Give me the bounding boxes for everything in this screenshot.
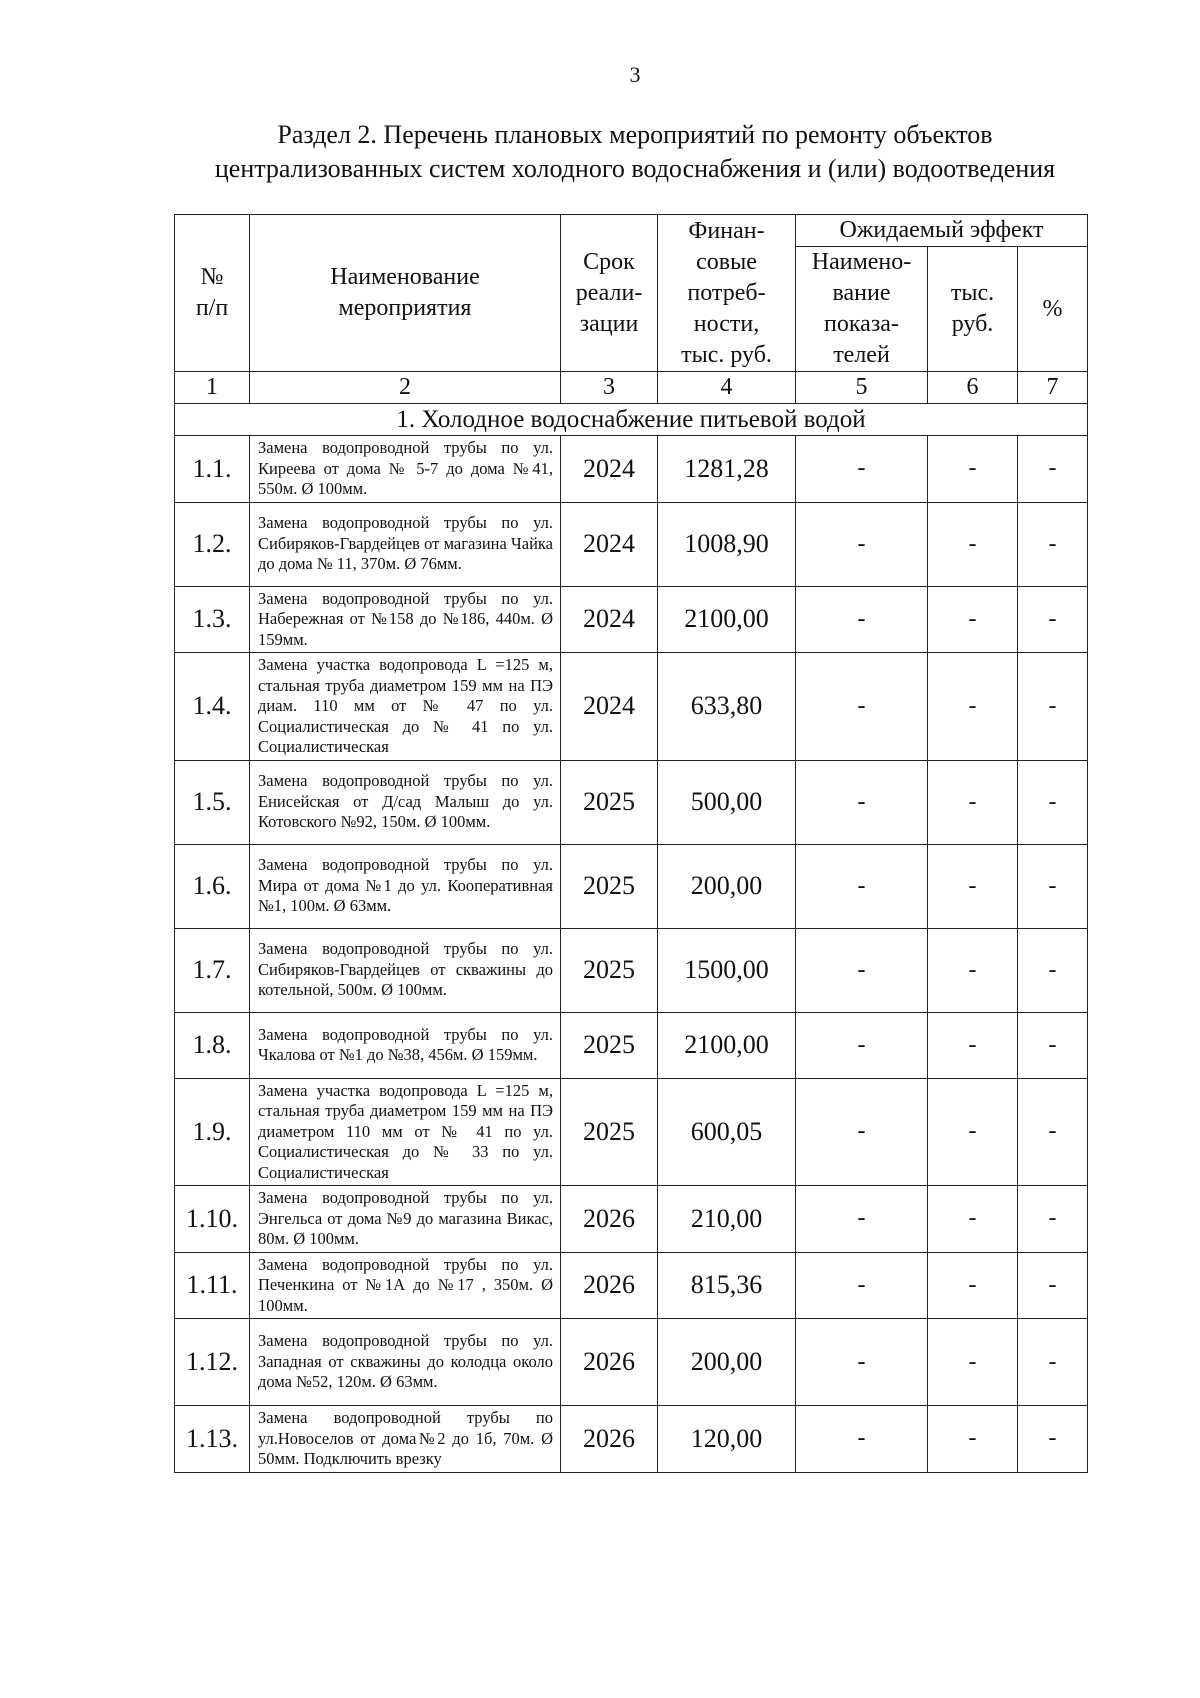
row-thousand-rub: - — [928, 1012, 1018, 1078]
row-finance: 1008,90 — [658, 502, 796, 586]
row-finance: 120,00 — [658, 1406, 796, 1473]
header-thousand-rub: тыс. руб. — [928, 247, 1018, 372]
column-number: 6 — [928, 372, 1018, 404]
row-event-name: Замена водопроводной трубы по ул. Мира от дома №1 до ул. Кооперативная №1, 100м. Ø 63мм. — [250, 844, 561, 928]
column-number: 2 — [250, 372, 561, 404]
row-percent: - — [1018, 1406, 1088, 1473]
row-percent: - — [1018, 928, 1088, 1012]
row-term: 2025 — [561, 1012, 658, 1078]
row-percent: - — [1018, 1252, 1088, 1319]
title-line-1: Раздел 2. Перечень плановых мероприятий по ремонту объектов — [277, 120, 993, 149]
row-thousand-rub: - — [928, 436, 1018, 503]
table-row — [175, 1406, 1088, 1473]
row-percent: - — [1018, 436, 1088, 503]
row-thousand-rub: - — [928, 1186, 1018, 1253]
row-number: 1.13. — [175, 1406, 250, 1473]
table-row — [175, 844, 1088, 928]
row-number: 1.2. — [175, 502, 250, 586]
row-thousand-rub: - — [928, 1406, 1018, 1473]
row-term: 2026 — [561, 1406, 658, 1473]
row-percent: - — [1018, 586, 1088, 653]
row-event-name: Замена водопроводной трубы по ул. Киреева от дома № 5-7 до дома №41, 550м. Ø 100мм. — [250, 436, 561, 503]
row-thousand-rub: - — [928, 1319, 1018, 1406]
column-number: 7 — [1018, 372, 1088, 404]
page-number: 3 — [629, 62, 641, 87]
table-row — [175, 928, 1088, 1012]
section-header-row — [175, 404, 1088, 436]
row-indicator: - — [796, 1078, 928, 1186]
row-percent: - — [1018, 760, 1088, 844]
row-term: 2026 — [561, 1186, 658, 1253]
row-indicator: - — [796, 1186, 928, 1253]
row-event-name: Замена участка водопровода L =125 м, стальная труба диаметром 159 мм на ПЭ диам. 110 мм от № 47 по ул. Социалистическая до № 41 по ул. Социалистическая — [250, 653, 561, 761]
row-term: 2025 — [561, 760, 658, 844]
row-indicator: - — [796, 653, 928, 761]
table-row — [175, 653, 1088, 761]
column-number-row — [175, 372, 1088, 404]
column-number: 5 — [796, 372, 928, 404]
table-row — [175, 760, 1088, 844]
row-number: 1.8. — [175, 1012, 250, 1078]
row-indicator: - — [796, 760, 928, 844]
row-number: 1.11. — [175, 1252, 250, 1319]
row-percent: - — [1018, 1319, 1088, 1406]
row-event-name: Замена участка водопровода L =125 м, стальная труба диаметром 159 мм на ПЭ диаметром 110 мм от № 41 по ул. Социалистическая до № 33 по ул. Социалистическая — [250, 1078, 561, 1186]
row-finance: 200,00 — [658, 1319, 796, 1406]
row-term: 2024 — [561, 502, 658, 586]
row-number: 1.12. — [175, 1319, 250, 1406]
row-event-name: Замена водопроводной трубы по ул. Набережная от №158 до №186, 440м. Ø 159мм. — [250, 586, 561, 653]
row-thousand-rub: - — [928, 1252, 1018, 1319]
row-event-name: Замена водопроводной трубы по ул. Энгельса от дома №9 до магазина Викас, 80м. Ø 100мм. — [250, 1186, 561, 1253]
row-percent: - — [1018, 653, 1088, 761]
row-thousand-rub: - — [928, 928, 1018, 1012]
row-thousand-rub: - — [928, 502, 1018, 586]
row-thousand-rub: - — [928, 844, 1018, 928]
row-term: 2025 — [561, 928, 658, 1012]
row-term: 2024 — [561, 653, 658, 761]
row-term: 2025 — [561, 844, 658, 928]
row-event-name: Замена водопроводной трубы по ул. Чкалова от №1 до №38, 456м. Ø 159мм. — [250, 1012, 561, 1078]
table-row — [175, 1186, 1088, 1253]
row-event-name: Замена водопроводной трубы по ул. Сибиряков-Гвардейцев от скважины до котельной, 500м. Ø 100мм. — [250, 928, 561, 1012]
row-term: 2024 — [561, 586, 658, 653]
row-finance: 600,05 — [658, 1078, 796, 1186]
row-indicator: - — [796, 502, 928, 586]
row-indicator: - — [796, 1012, 928, 1078]
row-percent: - — [1018, 502, 1088, 586]
row-indicator: - — [796, 586, 928, 653]
row-finance: 500,00 — [658, 760, 796, 844]
header-indicator: Наимено- вание показа- телей — [796, 247, 928, 372]
column-number: 3 — [561, 372, 658, 404]
row-term: 2026 — [561, 1319, 658, 1406]
row-indicator: - — [796, 1319, 928, 1406]
row-term: 2024 — [561, 436, 658, 503]
table-row — [175, 1012, 1088, 1078]
table-row — [175, 1252, 1088, 1319]
row-number: 1.4. — [175, 653, 250, 761]
row-event-name: Замена водопроводной трубы по ул. Енисейская от Д/сад Малыш до ул. Котовского №92, 150м. Ø 100мм. — [250, 760, 561, 844]
row-finance: 2100,00 — [658, 586, 796, 653]
row-event-name: Замена водопроводной трубы по ул. Сибиряков-Гвардейцев от магазина Чайка до дома № 11, 370м. Ø 76мм. — [250, 502, 561, 586]
row-number: 1.3. — [175, 586, 250, 653]
title-line-2: централизованных систем холодного водоснабжения и (или) водоотведения — [214, 154, 1056, 183]
row-indicator: - — [796, 1252, 928, 1319]
row-event-name: Замена водопроводной трубы по ул. Печенкина от №1А до №17 , 350м. Ø 100мм. — [250, 1252, 561, 1319]
header-name: Наименование мероприятия — [250, 215, 561, 372]
row-term: 2026 — [561, 1252, 658, 1319]
row-thousand-rub: - — [928, 760, 1018, 844]
header-number: № п/п — [175, 215, 250, 372]
row-percent: - — [1018, 1078, 1088, 1186]
row-indicator: - — [796, 1406, 928, 1473]
row-number: 1.6. — [175, 844, 250, 928]
row-thousand-rub: - — [928, 653, 1018, 761]
row-thousand-rub: - — [928, 1078, 1018, 1186]
header-percent: % — [1018, 247, 1088, 372]
row-finance: 200,00 — [658, 844, 796, 928]
events-table — [174, 214, 1088, 1473]
header-term: Срок реали- зации — [561, 215, 658, 372]
table-row — [175, 502, 1088, 586]
row-event-name: Замена водопроводной трубы по ул.Новоселов от дома№2 до 1б, 70м. Ø 50мм. Подключить врезку — [250, 1406, 561, 1473]
row-percent: - — [1018, 1186, 1088, 1253]
column-number: 4 — [658, 372, 796, 404]
row-finance: 1500,00 — [658, 928, 796, 1012]
table-row — [175, 1319, 1088, 1406]
table-body — [175, 436, 1088, 1473]
row-number: 1.10. — [175, 1186, 250, 1253]
row-number: 1.7. — [175, 928, 250, 1012]
row-finance: 815,36 — [658, 1252, 796, 1319]
section-title — [170, 118, 1100, 186]
table-row — [175, 1078, 1088, 1186]
row-finance: 2100,00 — [658, 1012, 796, 1078]
table-row — [175, 436, 1088, 503]
row-thousand-rub: - — [928, 586, 1018, 653]
table-row — [175, 586, 1088, 653]
row-term: 2025 — [561, 1078, 658, 1186]
row-finance: 210,00 — [658, 1186, 796, 1253]
row-indicator: - — [796, 928, 928, 1012]
row-number: 1.5. — [175, 760, 250, 844]
header-effect: Ожидаемый эффект — [796, 215, 1088, 247]
column-number: 1 — [175, 372, 250, 404]
row-percent: - — [1018, 1012, 1088, 1078]
row-event-name: Замена водопроводной трубы по ул. Западная от скважины до колодца около дома №52, 120м. Ø 63мм. — [250, 1319, 561, 1406]
row-finance: 1281,28 — [658, 436, 796, 503]
row-indicator: - — [796, 436, 928, 503]
section-heading: 1. Холодное водоснабжение питьевой водой — [175, 404, 1088, 436]
row-indicator: - — [796, 844, 928, 928]
header-finance: Финан- совые потреб- ности, тыс. руб. — [658, 215, 796, 372]
row-number: 1.1. — [175, 436, 250, 503]
row-finance: 633,80 — [658, 653, 796, 761]
row-number: 1.9. — [175, 1078, 250, 1186]
row-percent: - — [1018, 844, 1088, 928]
